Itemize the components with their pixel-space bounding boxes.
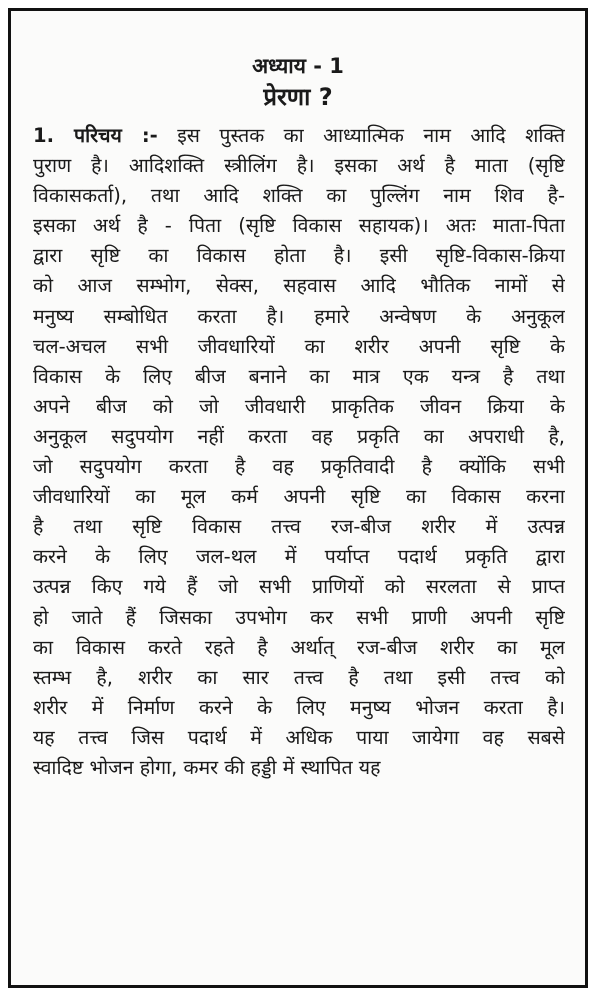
body-paragraph [33,121,565,783]
text-line: जीवधारियों का मूल कर्म अपनी सृष्टि का विकास करना [33,485,565,509]
text-line: शरीर में निर्माण करने के लिए मनुष्य भोजन करता है। [33,695,565,719]
text-line-content: इस पुस्तक का आध्यात्मिक नाम आदि शक्ति [177,124,565,147]
text-line: अनुकूल सदुपयोग नहीं करता वह प्रकृति का अपराधी है, [33,424,565,448]
text-line: का विकास करते रहते है अर्थात् रज-बीज शरीर का मूल [33,635,565,659]
chapter-number: अध्याय - 1 [252,54,344,78]
text-line: इसका अर्थ है - पिता (सृष्टि विकास सहायक)। अतः माता-पिता [33,214,565,238]
text-line [33,121,565,151]
text-line: पुराण है। आदिशक्ति स्त्रीलिंग है। इसका अर्थ है माता (सृष्टि [33,154,565,178]
text-line: द्वारा सृष्टि का विकास होता है। इसी सृष्टि-विकास-क्रिया [33,244,565,268]
text-line: उत्पन्न किए गये हैं जो सभी प्राणियों को सरलता से प्राप्त [33,575,565,599]
text-line: करने के लिए जल-थल में पर्याप्त पदार्थ प्रकृति द्वारा [33,545,565,569]
text-line: विकास के लिए बीज बनाने का मात्र एक यन्त्र है तथा [33,364,565,388]
text-line: अपने बीज को जो जीवधारी प्राकृतिक जीवन क्रिया के [33,394,565,418]
text-line: विकासकर्ता), तथा आदि शक्ति का पुल्लिंग नाम शिव है- [33,184,565,208]
chapter-title: प्रेरणा ? [263,83,333,111]
text-line: स्तम्भ है, शरीर का सार तत्त्व है तथा इसी तत्त्व को [33,665,565,689]
text-line: मनुष्य सम्बोधित करता है। हमारे अन्वेषण के अनुकूल [33,304,565,328]
text-line: को आज सम्भोग, सेक्स, सहवास आदि भौतिक नामों से [33,274,565,298]
text-line: है तथा सृष्टि विकास तत्त्व रज-बीज शरीर में उत्पन्न [33,515,565,539]
page-frame [8,8,588,988]
text-line: यह तत्त्व जिस पदार्थ में अधिक पाया जायेगा वह सबसे [33,725,565,749]
text-line: हो जाते हैं जिसका उपभोग कर सभी प्राणी अपनी सृष्टि [33,605,565,629]
section-label: 1. परिचय :- [33,124,158,147]
text-line: स्वादिष्ट भोजन होगा, कमर की हड्डी में स्थापित यह [33,755,381,779]
text-line: जो सदुपयोग करता है वह प्रकृतिवादी है क्योंकि सभी [33,455,565,479]
text-line: चल-अचल सभी जीवधारियों का शरीर अपनी सृष्टि के [33,334,565,358]
